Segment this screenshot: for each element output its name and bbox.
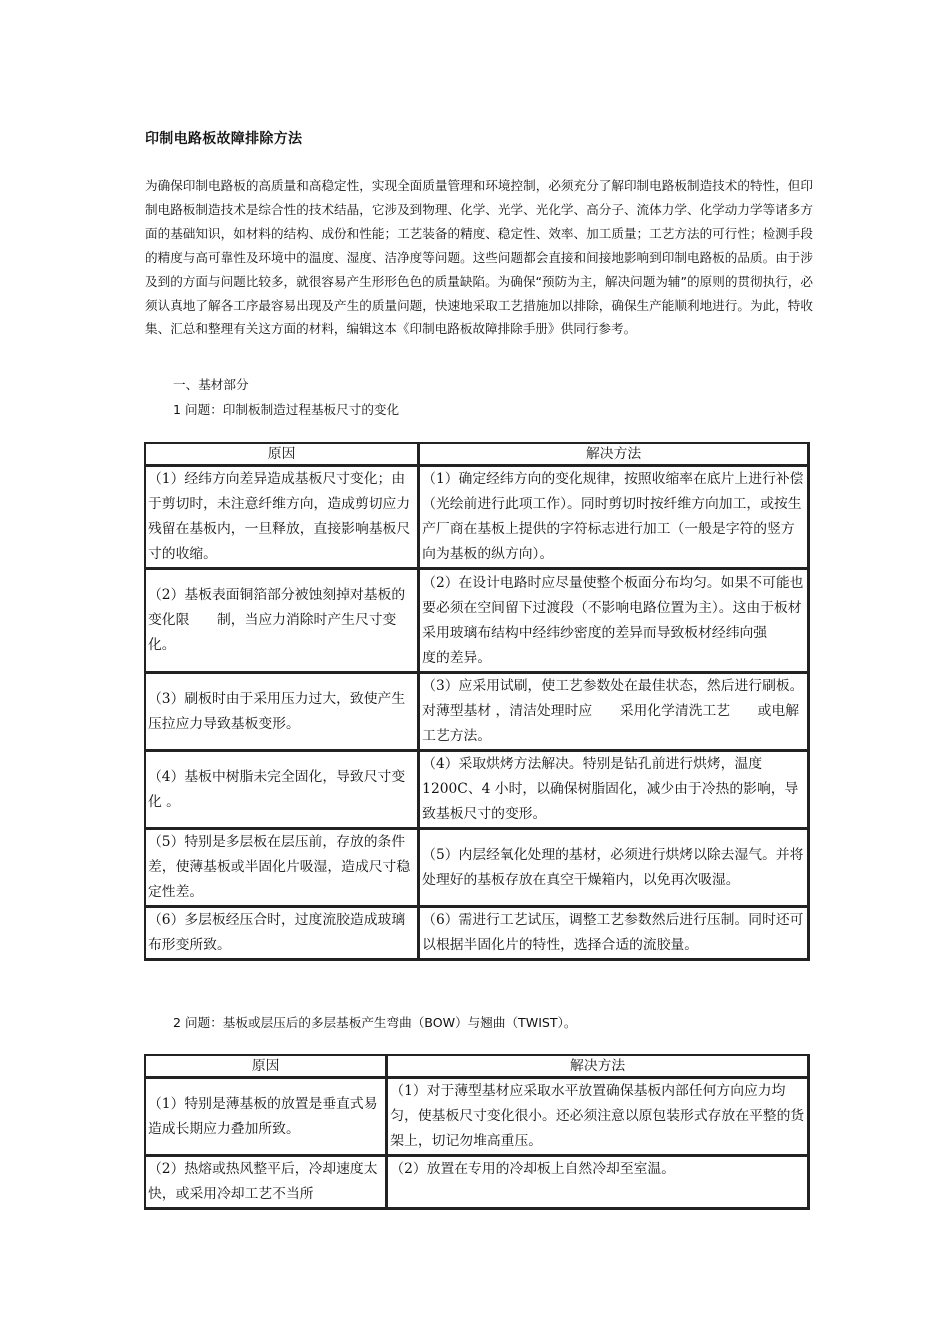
table-row: [145, 751, 809, 829]
header-solution: 解决方法: [419, 443, 809, 466]
table-row: [145, 829, 809, 907]
table-row: [145, 466, 809, 569]
section-heading-substrate: 一、基材部分: [173, 377, 249, 392]
table-row: [145, 1156, 809, 1209]
cause-cell: （1）特别是薄基板的放置是垂直式易造成长期应力叠加所致。: [145, 1078, 387, 1156]
cause-cell: （1）经纬方向差异造成基板尺寸变化；由于剪切时，未注意纤维方向，造成剪切应力残留在基板内，一旦释放，直接影响基板尺寸的收缩。: [145, 466, 419, 569]
cause-cell: （4）基板中树脂未完全固化，导致尺寸变化 。: [145, 751, 419, 829]
problem-2-heading: 2 问题：基板或层压后的多层基板产生弯曲（BOW）与翘曲（TWIST）。: [173, 1015, 577, 1030]
header-cause: 原因: [145, 443, 419, 466]
cause-cell: （2）基板表面铜箔部分被蚀刻掉对基板的变化限 制，当应力消除时产生尺寸变化。: [145, 569, 419, 673]
cause-cell: （2）热熔或热风整平后，冷却速度太快，或采用冷却工艺不当所: [145, 1156, 387, 1209]
solution-cell: （5）内层经氧化处理的基材，必须进行烘烤以除去湿气。并将处理好的基板存放在真空干燥箱内，以免再次吸湿。: [419, 829, 809, 907]
intro-paragraph: 为确保印制电路板的高质量和高稳定性，实现全面质量管理和环境控制，必须充分了解印制电路板制造技术的特性，但印制电路板制造技术是综合性的技术结晶，它涉及到物理、化学、光学、光化学、高分子、流体力学、化学动力学等诸多方面的基础知识，如材料的结构、成份和性能；工艺装备的精度、稳定性、效率、加工质量；工艺方法的可行性；检测手段的精度与高可靠性及环境中的温度、湿度、洁净度等问题。这些问题都会直接和间接地影响到印制电路板的品质。由于涉及到的方面与问题比较多，就很容易产生形形色色的质量缺陷。为确保“预防为主，解决问题为辅”的原则的贯彻执行，必须认真地了解各工序最容易出现及产生的质量问题，快速地采取工艺措施加以排除，确保生产能顺利地进行。为此，特收集、汇总和整理有关这方面的材料，编辑这本《印制电路板故障排除手册》供同行参考。: [145, 178, 813, 337]
table-header-row: [145, 1055, 809, 1078]
problem-1-table: [144, 442, 810, 961]
cause-cell: （5）特别是多层板在层压前，存放的条件差，使薄基板或半固化片吸湿，造成尺寸稳定性差。: [145, 829, 419, 907]
table-row: [145, 907, 809, 960]
solution-cell: （2）在设计电路时应尽量使整个板面分布均匀。如果不可能也要必须在空间留下过渡段（不影响电路位置为主）。这由于板材采用玻璃布结构中经纬纱密度的差异而导致板材经纬向强 度的差异。: [419, 569, 809, 673]
solution-cell: （1）确定经纬方向的变化规律，按照收缩率在底片上进行补偿（光绘前进行此项工作）。同时剪切时按纤维方向加工，或按生产厂商在基板上提供的字符标志进行加工（一般是字符的竖方向为基板的纵方向）。: [419, 466, 809, 569]
problem-1-heading: 1 问题：印制板制造过程基板尺寸的变化: [173, 402, 400, 417]
solution-cell: （6）需进行工艺试压，调整工艺参数然后进行压制。同时还可以根据半固化片的特性，选择合适的流胶量。: [419, 907, 809, 960]
solution-cell: （3）应采用试刷，使工艺参数处在最佳状态，然后进行刷板。对薄型基材 ，清洁处理时应 采用化学清洗工艺 或电解工艺方法。: [419, 673, 809, 751]
solution-cell: （4）采取烘烤方法解决。特别是钻孔前进行烘烤，温度 1200C、4 小时，以确保树脂固化，减少由于冷热的影响，导致基板尺寸的变形。: [419, 751, 809, 829]
header-solution: 解决方法: [387, 1055, 809, 1078]
table-header-row: [145, 443, 809, 466]
solution-cell: （1）对于薄型基材应采取水平放置确保基板内部任何方向应力均匀，使基板尺寸变化很小。还必须注意以原包装形式存放在平整的货架上，切记勿堆高重压。: [387, 1078, 809, 1156]
table-row: [145, 1078, 809, 1156]
document-title: 印制电路板故障排除方法: [145, 131, 303, 147]
problem-2-table: [144, 1054, 810, 1210]
solution-cell: （2）放置在专用的冷却板上自然冷却至室温。: [387, 1156, 809, 1209]
cause-cell: （3）刷板时由于采用压力过大，致使产生压拉应力导致基板变形。: [145, 673, 419, 751]
header-cause: 原因: [145, 1055, 387, 1078]
cause-cell: （6）多层板经压合时，过度流胶造成玻璃布形变所致。: [145, 907, 419, 960]
table-row: [145, 673, 809, 751]
table-row: [145, 569, 809, 673]
